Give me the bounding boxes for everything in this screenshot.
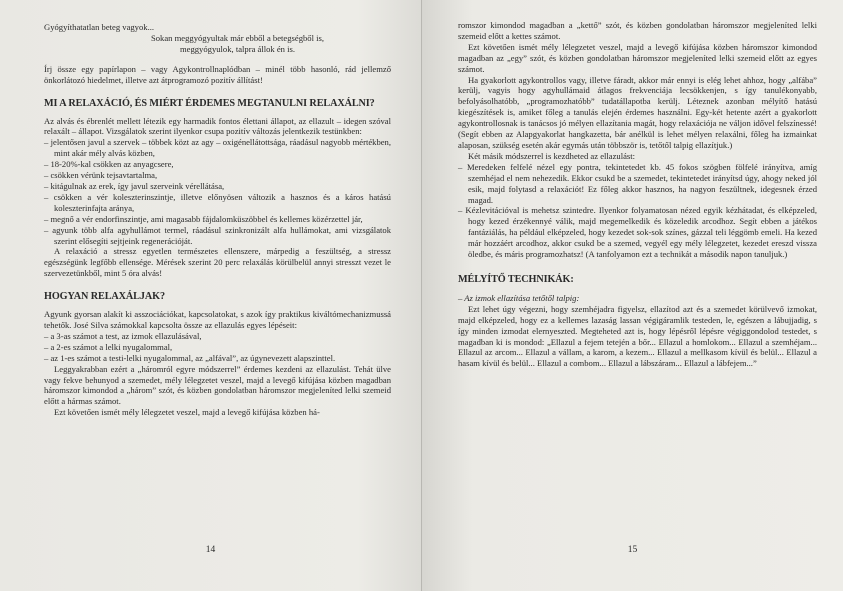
page-right bbox=[422, 0, 843, 591]
subheading-muscle-relaxation: – Az izmok ellazítása tetőtől talpig: bbox=[458, 292, 580, 303]
paragraph-muscle-relaxation: Ezt lehet úgy végezni, hogy szemhéjadra figyelsz, ellazítod azt és a szemedet körülvevő izmokat, majd elképzeled, hogy ez a kellemes lazaság lassan végigáramlik testeden, le, egészen a lábujjadig, s így minden izmodat elernyeszted. Megteheted azt is, hogy lépésről lépésre végiggondolod testedet, s magadban ki is mondod: „Ellazul a fejem tetején a bőr... Ellazul a homlokom... Ellazul a szemhéjam... Ellazul az arcom... Ellazul a vállam, a karom, a kezem... Ellazul a mellkasom kívül és belül... Ellazul a hasam kívül és belül... Ellazul a combom... Ellazul a lábszáram... Ellazul a lábfejem...” bbox=[458, 303, 817, 369]
heading-what-is-relaxation: MI A RELAXÁCIÓ, ÉS MIÉRT ÉRDEMES MEGTANULNI RELAXÁLNI? bbox=[44, 97, 375, 109]
list-item: – csökken a vér koleszterinszintje, illetve előnyösen változik a hasznos és a káros hatású koleszterinfajta aránya, bbox=[44, 192, 391, 214]
paragraph-alpha: Ha gyakorlott agykontrollos vagy, illetve fáradt, akkor már ennyi is elég lehet ahhoz, hogy „alfába” kerülj, vagyis hogy agyhullámaid átlagos frekvenciája lecsökkenjen, s így tanulékonyabb, befolyásolhatóbb, „programozhatóbb” tudatállapotba kerülj. Léteznek azonban mélyítő hatású kiegészítések is, amiket főleg a tanulás elején érdemes használni. Egy-két hetente azért a gyakorlott agykontrollosnak is tanácsos jó mélyen ellazítania magát, hogy relaxációja ne váljon idővel felszínessé! (Segít ebben az Alapgyakorlat hangkazetta, bár anélkül is lehet mélyen relaxálni, főleg ha izmainkat alaposan, szükség esetén akár egymás után többször is, tetőtől talpig ellazítjuk.) bbox=[458, 74, 817, 150]
intro-line-2: Sokan meggyógyultak már ebből a betegségből is, bbox=[150, 32, 325, 43]
page-left bbox=[0, 0, 421, 591]
list-item: – jelentősen javul a szervek – többek közt az agy – oxigénellátottsága, ráadásul nagyobb mértékben, mint akár mély alvás közben, bbox=[44, 137, 391, 159]
paragraph-one: Ezt követően ismét mély lélegzetet veszel, majd a levegő kifújása közben háromszor kimondod magadban az „egy” szót, és közben gondolatban háromszor megjeleníted lelki szemeid előtt az egyes számot. bbox=[458, 41, 817, 74]
benefits-list bbox=[44, 137, 391, 246]
paragraph-stress: A relaxáció a stressz egyetlen természetes ellenszere, márpedig a feszültség, a stressz egészségünk legfőbb ellensége. Mérések szerint 20 perc relaxálás körülbelül annyi stresszt vezet le szervezetünkből, mint 5 óra alvás! bbox=[44, 246, 391, 279]
paragraph-two-methods: Két másik módszerrel is kezdheted az ellazulást: bbox=[468, 150, 636, 161]
list-item: – a 3-as számot a test, az izmok ellazulásával, bbox=[44, 331, 391, 342]
paragraph-continued: Ezt követően ismét mély lélegzetet veszel, majd a levegő kifújása közben há- bbox=[54, 407, 320, 418]
list-item: – agyunk több alfa agyhullámot termel, ráadásul szinkronizált alfa hullámokat, ami vizsgálatok szerint elősegíti sejtjeink regenerációját. bbox=[44, 225, 391, 247]
list-item: – csökken vérünk tejsavtartalma, bbox=[44, 170, 391, 181]
paragraph-associations: Agyunk gyorsan alakít ki asszociációkat, kapcsolatokat, s azok így praktikus kiváltómechanizmussá tehetők. José Silva számokkal kapcsolta össze az ellazulás egyes lépéseit: bbox=[44, 309, 391, 331]
intro-line-1: Gyógyíthatatlan beteg vagyok... bbox=[44, 22, 155, 32]
page-number: 14 bbox=[205, 545, 216, 555]
list-item: – Meredeken felfelé nézel egy pontra, tekintetedet kb. 45 fokos szögben fölfelé irányítva, amíg szemhéjad el nem nehezedik. Ekkor csukd be a szemedet, tekintetedet irányítsd úgy, ahogy neked jól esik, majd folytasd a relaxációt! Ez főleg akkor hasznos, ha nagyon feszültnek, idegesnek érzed magad. bbox=[458, 162, 817, 206]
paragraph-relaxation-state: Az alvás és ébrenlét mellett létezik egy harmadik fontos élettani állapot, az ellazult – idegen szóval relaxált – állapot. Vizsgálatok szerint ilyenkor csupa pozitív változás jelentkezik testünkben: bbox=[44, 115, 391, 137]
intro-line-3: meggyógyulok, talpra állok én is. bbox=[179, 43, 296, 54]
heading-deepening-techniques: MÉLYÍTŐ TECHNIKÁK: bbox=[458, 273, 574, 285]
page-number: 15 bbox=[627, 545, 638, 555]
steps-list bbox=[44, 331, 391, 364]
paragraph-three-to-one: Leggyakrabban ezért a „háromról egyre módszerrel” érdemes kezdeni az ellazulást. Tehát ülve vagy fekve behunyod a szemedet, mély lélegzetet veszel, majd a levegő kifújása közben magadban háromszor kimondod a „három” szót, és közben gondolatban háromszor megjeleníted lelki szemeid előtt a hármas számot. bbox=[44, 363, 391, 407]
heading-how-to-relax: HOGYAN RELAXÁLJAK? bbox=[44, 291, 165, 303]
methods-list bbox=[458, 162, 817, 260]
list-item: – kitágulnak az erek, így javul szerveink vérellátása, bbox=[44, 181, 391, 192]
paragraph-two: romszor kimondod magadban a „kettő” szót, és közben gondolatban háromszor megjeleníted lelki szemeid előtt a kettes számot. bbox=[458, 20, 817, 41]
list-item: – az 1-es számot a testi-lelki nyugalommal, az „alfával”, az úgynevezett alapszinttel. bbox=[44, 353, 391, 364]
list-item: – 18-20%-kal csökken az anyagcsere, bbox=[44, 159, 391, 170]
list-item: – a 2-es számot a lelki nyugalommal, bbox=[44, 342, 391, 353]
list-item: – megnő a vér endorfinszintje, ami magasabb fájdalomküszöbbel és kellemes közérzettel jár, bbox=[44, 214, 391, 225]
intro-paragraph: Írj össze egy papírlapon – vagy Agykontrollnaplódban – minél több hasonló, rád jellemző önkorlátozó hiedelmet, illetve azt átprogramozó pozitív állítást! bbox=[44, 63, 391, 85]
list-item: – Kézlevitációval is mehetsz szintedre. Ilyenkor folyamatosan nézed egyik kézhátadat, és elképzeled, hogy kezed érzékennyé válik, majd megemelkedik és közeledik arcodhoz. Segít ebben a játékos fantáziálás, ha például elképzeled, hogy kezedet sok-sok színes, gázzal teli léggömb emeli. Ha kezed már hozzáért arcodhoz, akkor csukd be a szemed, vegyél egy mély lélegzetet, kezedet ereszd vissza öledbe, és máris programozhatsz! (A tanfolyamon ezt a technikát a második napon tanuljuk.) bbox=[458, 205, 817, 260]
